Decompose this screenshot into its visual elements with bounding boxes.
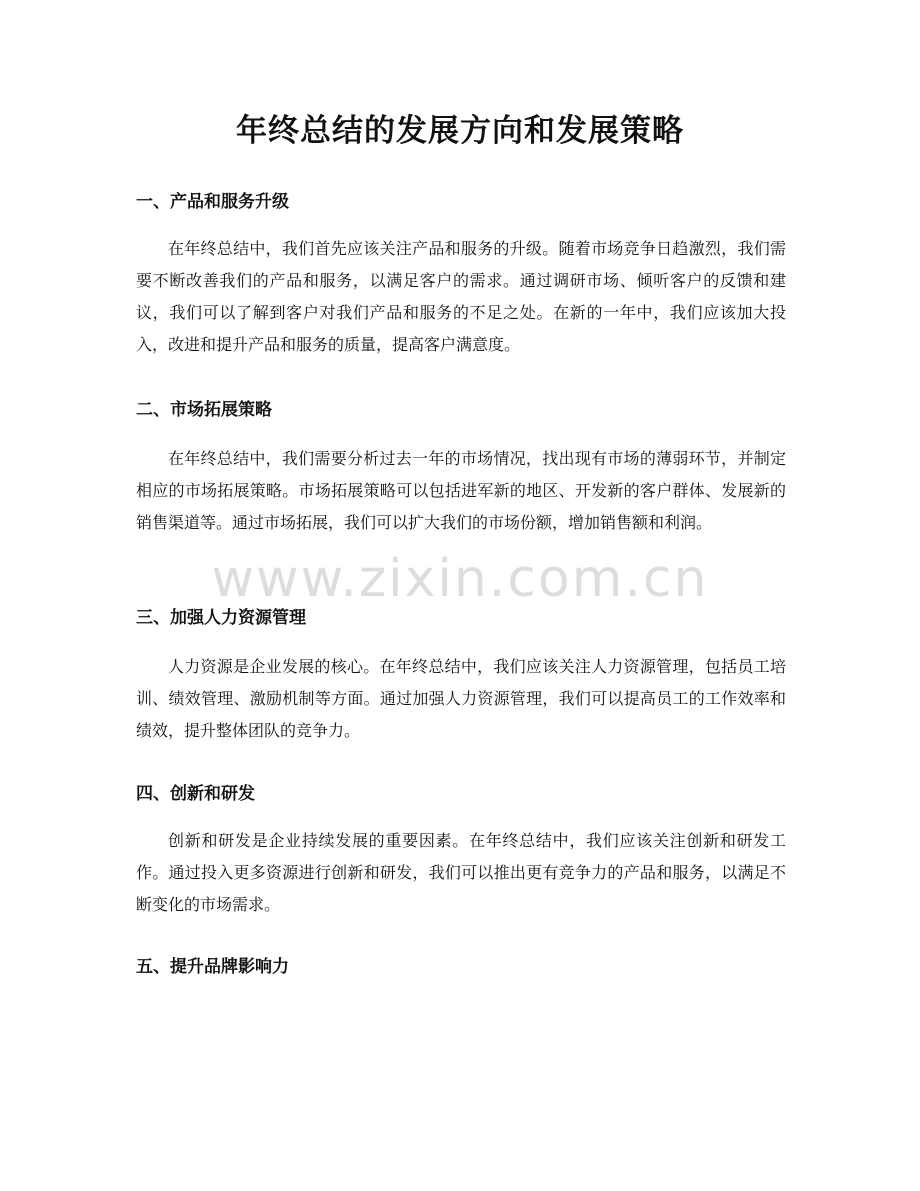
section-heading-innovation: 四、创新和研发 bbox=[136, 784, 255, 804]
watermark: www.zixin.com.cn bbox=[211, 549, 709, 609]
section-body-product-service: 在年终总结中，我们首先应该关注产品和服务的升级。随着市场竞争日趋激烈，我们需要不断改善我们的产品和服务，以满足客户的需求。通过调研市场、倾听客户的反馈和建议，我们可以了解到客户对我们产品和服务的不足之处。在新的一年中，我们应该加大投入，改进和提升产品和服务的质量，提高客户满意度。 bbox=[136, 239, 786, 354]
section-heading-product-service: 一、产品和服务升级 bbox=[136, 192, 289, 212]
section-body-innovation: 创新和研发是企业持续发展的重要因素。在年终总结中，我们应该关注创新和研发工作。通过投入更多资源进行创新和研发，我们可以推出更有竞争力的产品和服务，以满足不断变化的市场需求。 bbox=[136, 831, 786, 914]
section-heading-market-expansion: 二、市场拓展策略 bbox=[136, 400, 272, 420]
section-body-market-expansion: 在年终总结中，我们需要分析过去一年的市场情况，找出现有市场的薄弱环节，并制定相应的市场拓展策略。市场拓展策略可以包括进军新的地区、开发新的客户群体、发展新的销售渠道等。通过市场拓展，我们可以扩大我们的市场份额，增加销售额和利润。 bbox=[136, 449, 786, 532]
section-body-human-resources: 人力资源是企业发展的核心。在年终总结中，我们应该关注人力资源管理，包括员工培训、绩效管理、激励机制等方面。通过加强人力资源管理，我们可以提高员工的工作效率和绩效，提升整体团队的竞争力。 bbox=[136, 657, 786, 740]
section-heading-brand-influence: 五、提升品牌影响力 bbox=[136, 957, 289, 977]
section-heading-human-resources: 三、加强人力资源管理 bbox=[136, 608, 306, 628]
document-title: 年终总结的发展方向和发展策略 bbox=[236, 113, 684, 149]
